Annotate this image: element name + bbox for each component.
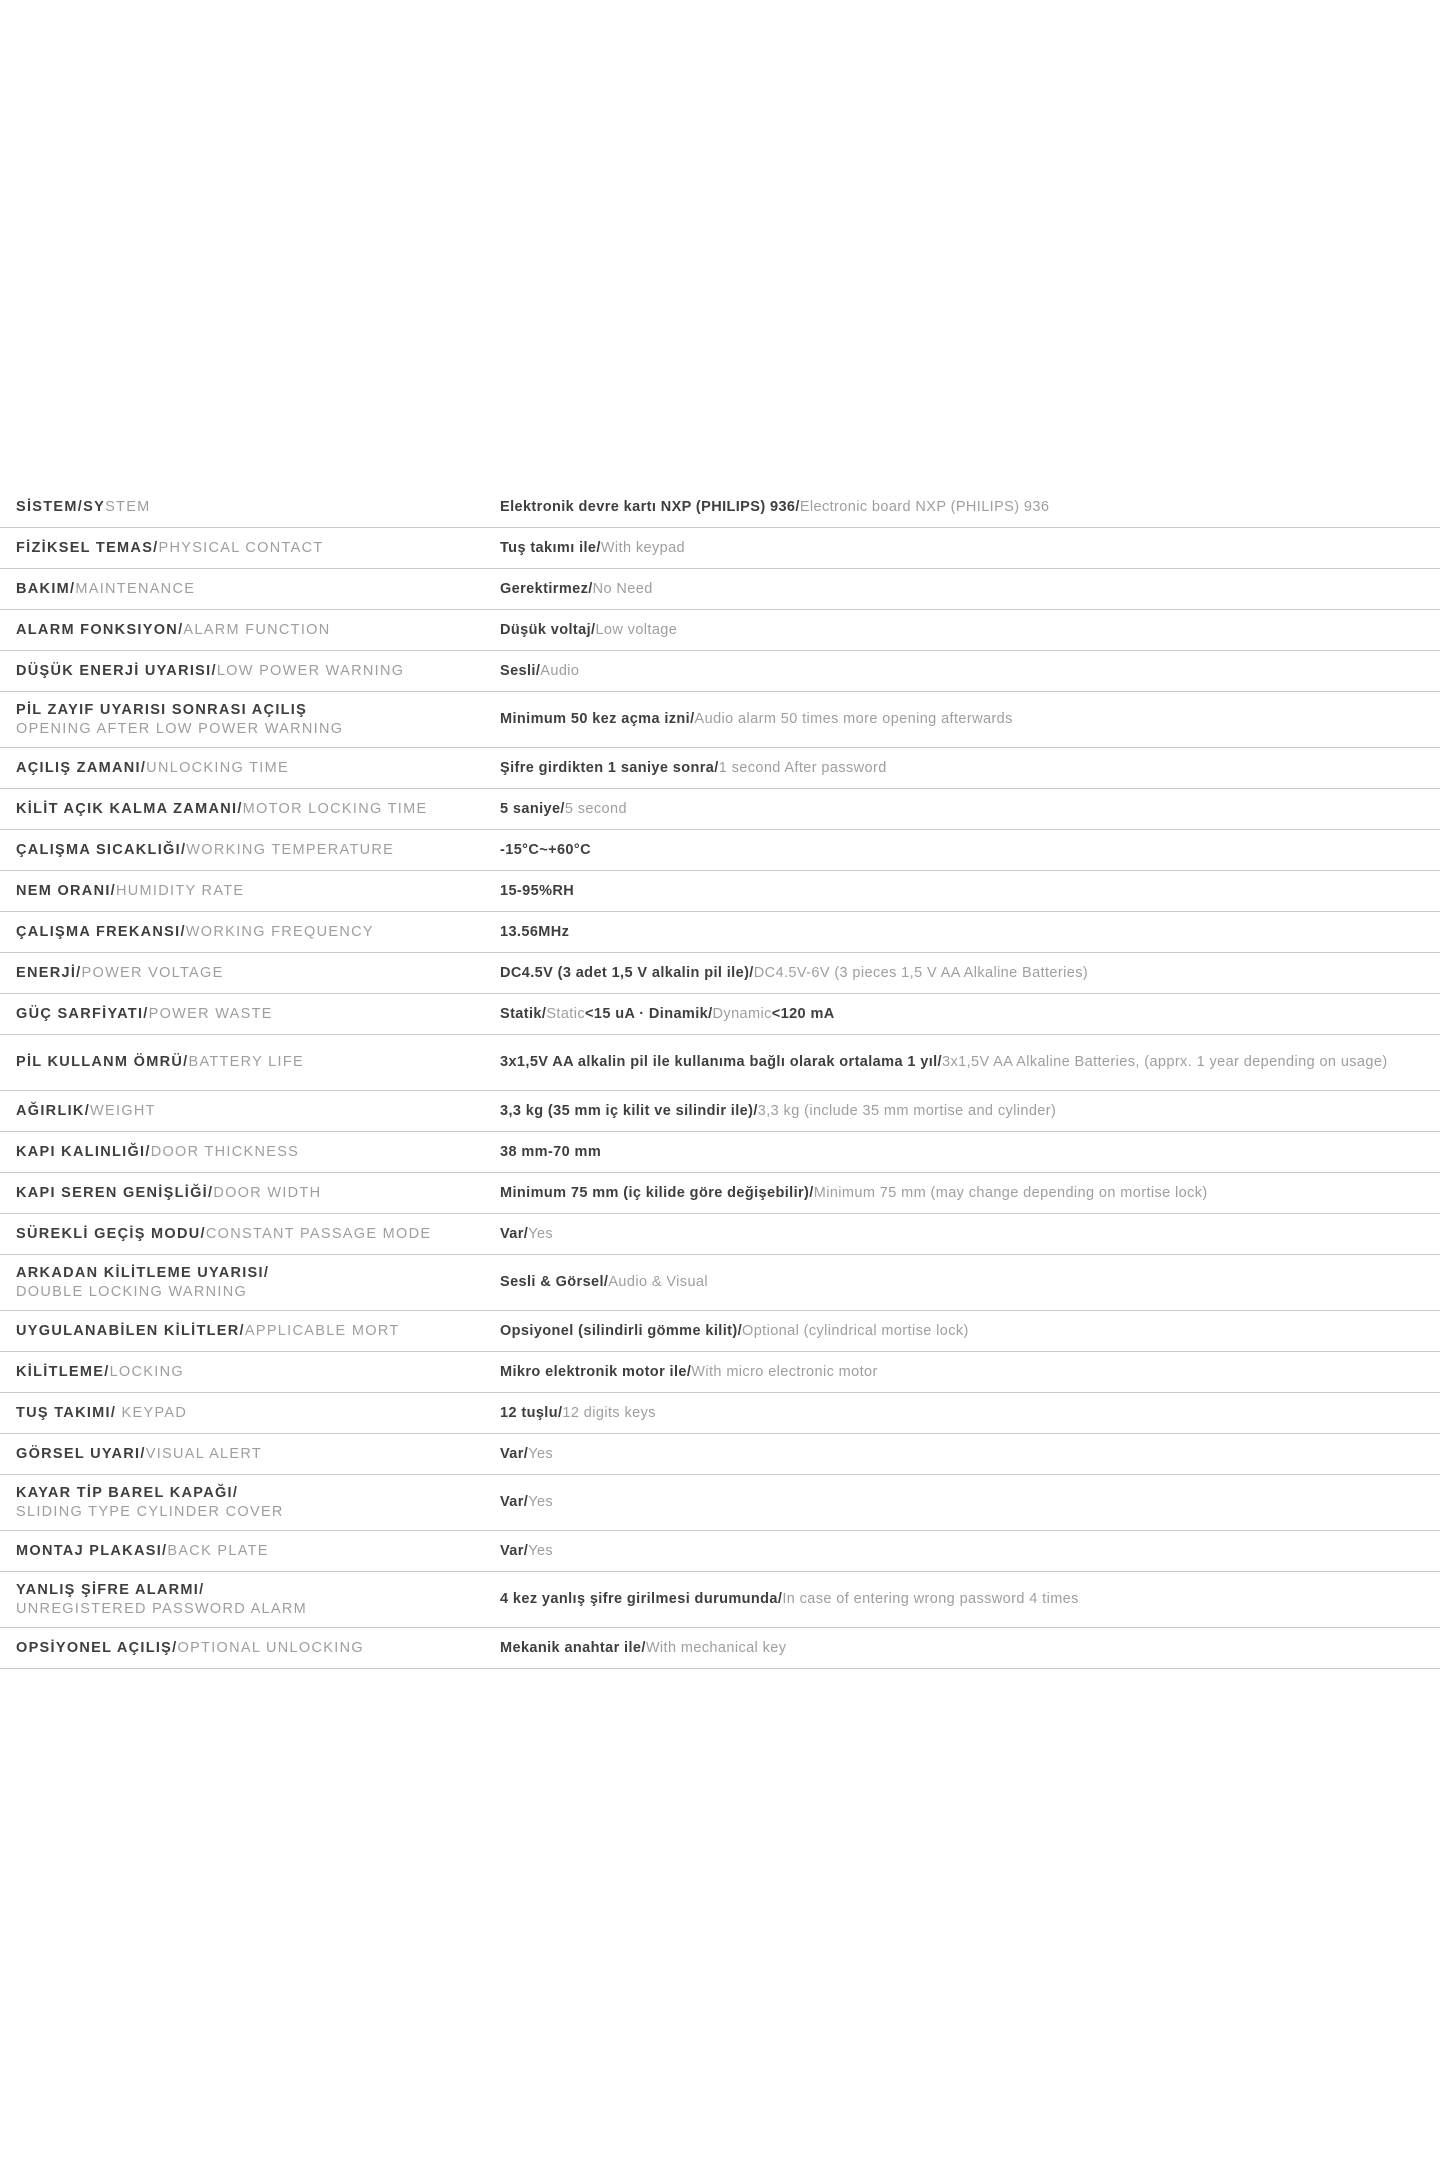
text-turkish: DÜŞÜK ENERJİ UYARISI/	[16, 662, 217, 679]
text-english: DOUBLE LOCKING WARNING	[16, 1283, 248, 1300]
text-english: Yes	[528, 1542, 554, 1559]
text-turkish: GÖRSEL UYARI/	[16, 1445, 146, 1462]
text-turkish: 4 kez yanlış şifre girilmesi durumunda/	[500, 1591, 783, 1607]
table-row	[0, 1132, 1440, 1173]
text-turkish: Sesli/	[500, 662, 541, 679]
text-english: Minimum 75 mm (may change depending on mortise lock)	[813, 1184, 1208, 1201]
spec-label	[0, 1404, 500, 1423]
text-english: Yes	[528, 1225, 554, 1242]
text-english: POWER VOLTAGE	[81, 964, 224, 981]
spec-value	[500, 1639, 1440, 1658]
text-english: SLIDING TYPE CYLINDER COVER	[16, 1503, 284, 1520]
text-english: Optional (cylindrical mortise lock)	[742, 1322, 969, 1339]
table-row	[0, 994, 1440, 1035]
text-english: BATTERY LIFE	[188, 1054, 304, 1070]
text-turkish: AÇILIŞ ZAMANI/	[16, 759, 147, 776]
text-turkish: Gerektirmez/	[500, 580, 593, 597]
text-turkish: Minimum 75 mm (iç kilide göre değişebilir)/	[500, 1184, 814, 1201]
text-turkish: KİLİT AÇIK KALMA ZAMANI/	[16, 800, 243, 817]
text-turkish: NEM ORANI/	[16, 882, 116, 899]
text-english: UNLOCKING TIME	[146, 759, 289, 776]
text-english: 1 second After password	[718, 759, 887, 776]
spec-value	[500, 580, 1440, 599]
table-row	[0, 830, 1440, 871]
text-turkish: BAKIM/	[16, 580, 76, 597]
spec-value	[500, 1404, 1440, 1423]
text-turkish: TUŞ TAKIMI/	[16, 1404, 122, 1421]
spec-label	[0, 1542, 500, 1561]
text-english: Electronic board NXP (PHILIPS) 936	[799, 498, 1050, 515]
spec-value	[500, 759, 1440, 778]
text-english: Yes	[528, 1445, 554, 1462]
table-row	[0, 789, 1440, 830]
text-english: UNREGISTERED PASSWORD ALARM	[16, 1600, 308, 1617]
table-row	[0, 1434, 1440, 1475]
table-row	[0, 1531, 1440, 1572]
spec-label	[0, 1484, 500, 1522]
table-row	[0, 1628, 1440, 1669]
text-turkish: YANLIŞ ŞİFRE ALARMI/	[16, 1581, 205, 1598]
spec-label	[0, 882, 500, 901]
text-turkish: <15 uA · Dinamik/	[585, 1005, 713, 1022]
spec-value	[500, 923, 1440, 942]
text-english: 3,3 kg (include 35 mm mortise and cylinder)	[757, 1102, 1057, 1119]
table-row	[0, 1214, 1440, 1255]
spec-value	[500, 800, 1440, 819]
table-row	[0, 748, 1440, 789]
text-turkish: 12 tuşlu/	[500, 1404, 563, 1421]
text-english: Dynamic	[712, 1005, 772, 1022]
spec-value	[500, 662, 1440, 681]
spec-value	[500, 841, 1440, 860]
text-turkish: MONTAJ PLAKASI/	[16, 1542, 168, 1559]
text-english: MOTOR LOCKING TIME	[242, 800, 428, 817]
text-english: OPTIONAL UNLOCKING	[177, 1639, 364, 1656]
spec-label	[0, 759, 500, 778]
table-row	[0, 651, 1440, 692]
text-english: 5 second	[564, 800, 627, 817]
text-turkish: Statik/	[500, 1005, 547, 1022]
text-english: VISUAL ALERT	[145, 1445, 263, 1462]
text-english: Audio & Visual	[608, 1274, 709, 1290]
spec-label	[0, 1363, 500, 1382]
spec-value	[500, 964, 1440, 983]
spec-label	[0, 964, 500, 983]
text-english: MAINTENANCE	[75, 580, 196, 597]
text-english: Audio alarm 50 times more opening afterwards	[694, 711, 1013, 727]
text-turkish: 15-95%RH	[500, 882, 575, 899]
text-turkish: Minimum 50 kez açma izni/	[500, 711, 695, 727]
spec-label	[0, 1322, 500, 1341]
text-turkish: Sesli & Görsel/	[500, 1274, 609, 1290]
text-turkish: Var/	[500, 1542, 529, 1559]
table-row	[0, 528, 1440, 569]
spec-value	[500, 1184, 1440, 1203]
spec-value	[500, 498, 1440, 517]
text-turkish: Tuş takımı ile/	[500, 539, 601, 556]
text-turkish: KAPI SEREN GENİŞLİĞİ/	[16, 1184, 214, 1201]
text-turkish: UYGULANABİLEN KİLİTLER/	[16, 1322, 245, 1339]
text-turkish: 13.56MHz	[500, 923, 570, 940]
spec-label	[0, 539, 500, 558]
text-english: DOOR THICKNESS	[150, 1143, 300, 1160]
text-english: With micro electronic motor	[691, 1363, 878, 1380]
table-row	[0, 1173, 1440, 1214]
table-row	[0, 692, 1440, 748]
text-english: Audio	[540, 662, 580, 679]
spec-value	[500, 1493, 1440, 1512]
table-row	[0, 1393, 1440, 1434]
text-turkish: Mekanik anahtar ile/	[500, 1639, 646, 1656]
spec-label	[0, 1639, 500, 1658]
text-turkish: 38 mm-70 mm	[500, 1143, 602, 1160]
spec-value	[500, 621, 1440, 640]
text-english: 12 digits keys	[562, 1404, 656, 1421]
text-english: BACK PLATE	[167, 1542, 269, 1559]
text-english: STEM	[105, 498, 151, 515]
text-english: DC4.5V-6V (3 pieces 1,5 V AA Alkaline Batteries)	[753, 964, 1089, 981]
table-row	[0, 1572, 1440, 1628]
table-row	[0, 953, 1440, 994]
table-row	[0, 610, 1440, 651]
spec-value	[500, 1590, 1440, 1609]
spec-label	[0, 498, 500, 517]
text-english: LOCKING	[109, 1363, 184, 1380]
spec-label	[0, 1143, 500, 1162]
spec-value	[500, 1363, 1440, 1382]
text-turkish: KAYAR TİP BAREL KAPAĞI/	[16, 1484, 239, 1501]
text-turkish: -15°C~+60°C	[500, 841, 591, 858]
text-english: In case of entering wrong password 4 times	[782, 1591, 1079, 1607]
text-english: KEYPAD	[121, 1404, 188, 1421]
spec-value	[500, 1542, 1440, 1561]
spec-value	[500, 1225, 1440, 1244]
table-row	[0, 912, 1440, 953]
text-turkish: Var/	[500, 1494, 529, 1510]
text-turkish: SİSTEM/SY	[16, 498, 106, 515]
spec-value	[500, 710, 1440, 729]
spec-value	[500, 1053, 1440, 1072]
spec-label	[0, 1225, 500, 1244]
text-english: POWER WASTE	[148, 1005, 273, 1022]
spec-label	[0, 1264, 500, 1302]
table-row	[0, 487, 1440, 528]
text-turkish: ÇALIŞMA SICAKLIĞI/	[16, 841, 187, 858]
text-english: CONSTANT PASSAGE MODE	[205, 1225, 432, 1242]
spec-label	[0, 621, 500, 640]
spec-label	[0, 1053, 500, 1072]
table-row	[0, 1311, 1440, 1352]
spec-value	[500, 1102, 1440, 1121]
spec-label	[0, 1005, 500, 1024]
text-english: PHYSICAL CONTACT	[158, 539, 324, 556]
spec-table	[0, 487, 1440, 1669]
text-turkish: GÜÇ SARFİYATI/	[16, 1005, 149, 1022]
text-turkish: Opsiyonel (silindirli gömme kilit)/	[500, 1322, 743, 1339]
text-english: OPENING AFTER LOW POWER WARNING	[16, 720, 344, 737]
spec-value	[500, 882, 1440, 901]
text-turkish: KİLİTLEME/	[16, 1363, 110, 1380]
spec-label	[0, 1581, 500, 1619]
spec-label	[0, 800, 500, 819]
spec-label	[0, 580, 500, 599]
text-english: WORKING FREQUENCY	[185, 923, 374, 940]
text-turkish: <120 mA	[771, 1005, 835, 1022]
text-turkish: Düşük voltaj/	[500, 621, 596, 638]
spec-label	[0, 701, 500, 739]
text-turkish: Şifre girdikten 1 saniye sonra/	[500, 759, 719, 776]
text-turkish: Var/	[500, 1225, 529, 1242]
text-turkish: ARKADAN KİLİTLEME UYARISI/	[16, 1264, 270, 1281]
text-english: Yes	[528, 1494, 554, 1510]
text-turkish: Mikro elektronik motor ile/	[500, 1363, 692, 1380]
spec-value	[500, 1143, 1440, 1162]
text-turkish: ALARM FONKSIYON/	[16, 621, 184, 638]
spec-label	[0, 1184, 500, 1203]
text-turkish: Var/	[500, 1445, 529, 1462]
table-row	[0, 1091, 1440, 1132]
spec-value	[500, 1445, 1440, 1464]
spec-label	[0, 1102, 500, 1121]
text-turkish: 5 saniye/	[500, 800, 565, 817]
text-turkish: SÜREKLİ GEÇİŞ MODU/	[16, 1225, 206, 1242]
spec-value	[500, 539, 1440, 558]
spec-label	[0, 662, 500, 681]
text-english: No Need	[592, 580, 653, 597]
spec-label	[0, 841, 500, 860]
text-turkish: 3x1,5V AA alkalin pil ile kullanıma bağlı olarak ortalama 1 yıl/	[500, 1054, 942, 1070]
spec-label	[0, 1445, 500, 1464]
text-turkish: ÇALIŞMA FREKANSI/	[16, 923, 186, 940]
spec-value	[500, 1322, 1440, 1341]
text-turkish: DC4.5V (3 adet 1,5 V alkalin pil ile)/	[500, 964, 754, 981]
spec-label	[0, 923, 500, 942]
text-english: DOOR WIDTH	[213, 1184, 322, 1201]
table-row	[0, 569, 1440, 610]
text-english: ALARM FUNCTION	[183, 621, 331, 638]
table-row	[0, 1352, 1440, 1393]
text-english: 3x1,5V AA Alkaline Batteries, (apprx. 1 year depending on usage)	[941, 1054, 1388, 1070]
text-english: Static	[546, 1005, 585, 1022]
text-turkish: PİL ZAYIF UYARISI SONRASI AÇILIŞ	[16, 701, 308, 718]
text-turkish: PİL KULLANM ÖMRÜ/	[16, 1054, 189, 1070]
text-turkish: ENERJİ/	[16, 964, 82, 981]
text-turkish: Elektronik devre kartı NXP (PHILIPS) 936/	[500, 498, 800, 515]
text-english: HUMIDITY RATE	[116, 882, 245, 899]
text-english: Low voltage	[595, 621, 678, 638]
text-turkish: 3,3 kg (35 mm iç kilit ve silindir ile)/	[500, 1102, 758, 1119]
text-english: WEIGHT	[90, 1102, 156, 1119]
spec-value	[500, 1273, 1440, 1292]
text-english: With mechanical key	[645, 1639, 787, 1656]
table-row	[0, 1035, 1440, 1091]
table-row	[0, 1255, 1440, 1311]
text-english: APPLICABLE MORT	[244, 1322, 400, 1339]
text-english: WORKING TEMPERATURE	[186, 841, 395, 858]
text-turkish: FİZİKSEL TEMAS/	[16, 539, 159, 556]
text-turkish: AĞIRLIK/	[16, 1102, 91, 1119]
text-english: LOW POWER WARNING	[216, 662, 405, 679]
spec-value	[500, 1005, 1440, 1024]
text-turkish: OPSİYONEL AÇILIŞ/	[16, 1639, 178, 1656]
table-row	[0, 871, 1440, 912]
text-turkish: KAPI KALINLIĞI/	[16, 1143, 151, 1160]
table-row	[0, 1475, 1440, 1531]
text-english: With keypad	[600, 539, 686, 556]
